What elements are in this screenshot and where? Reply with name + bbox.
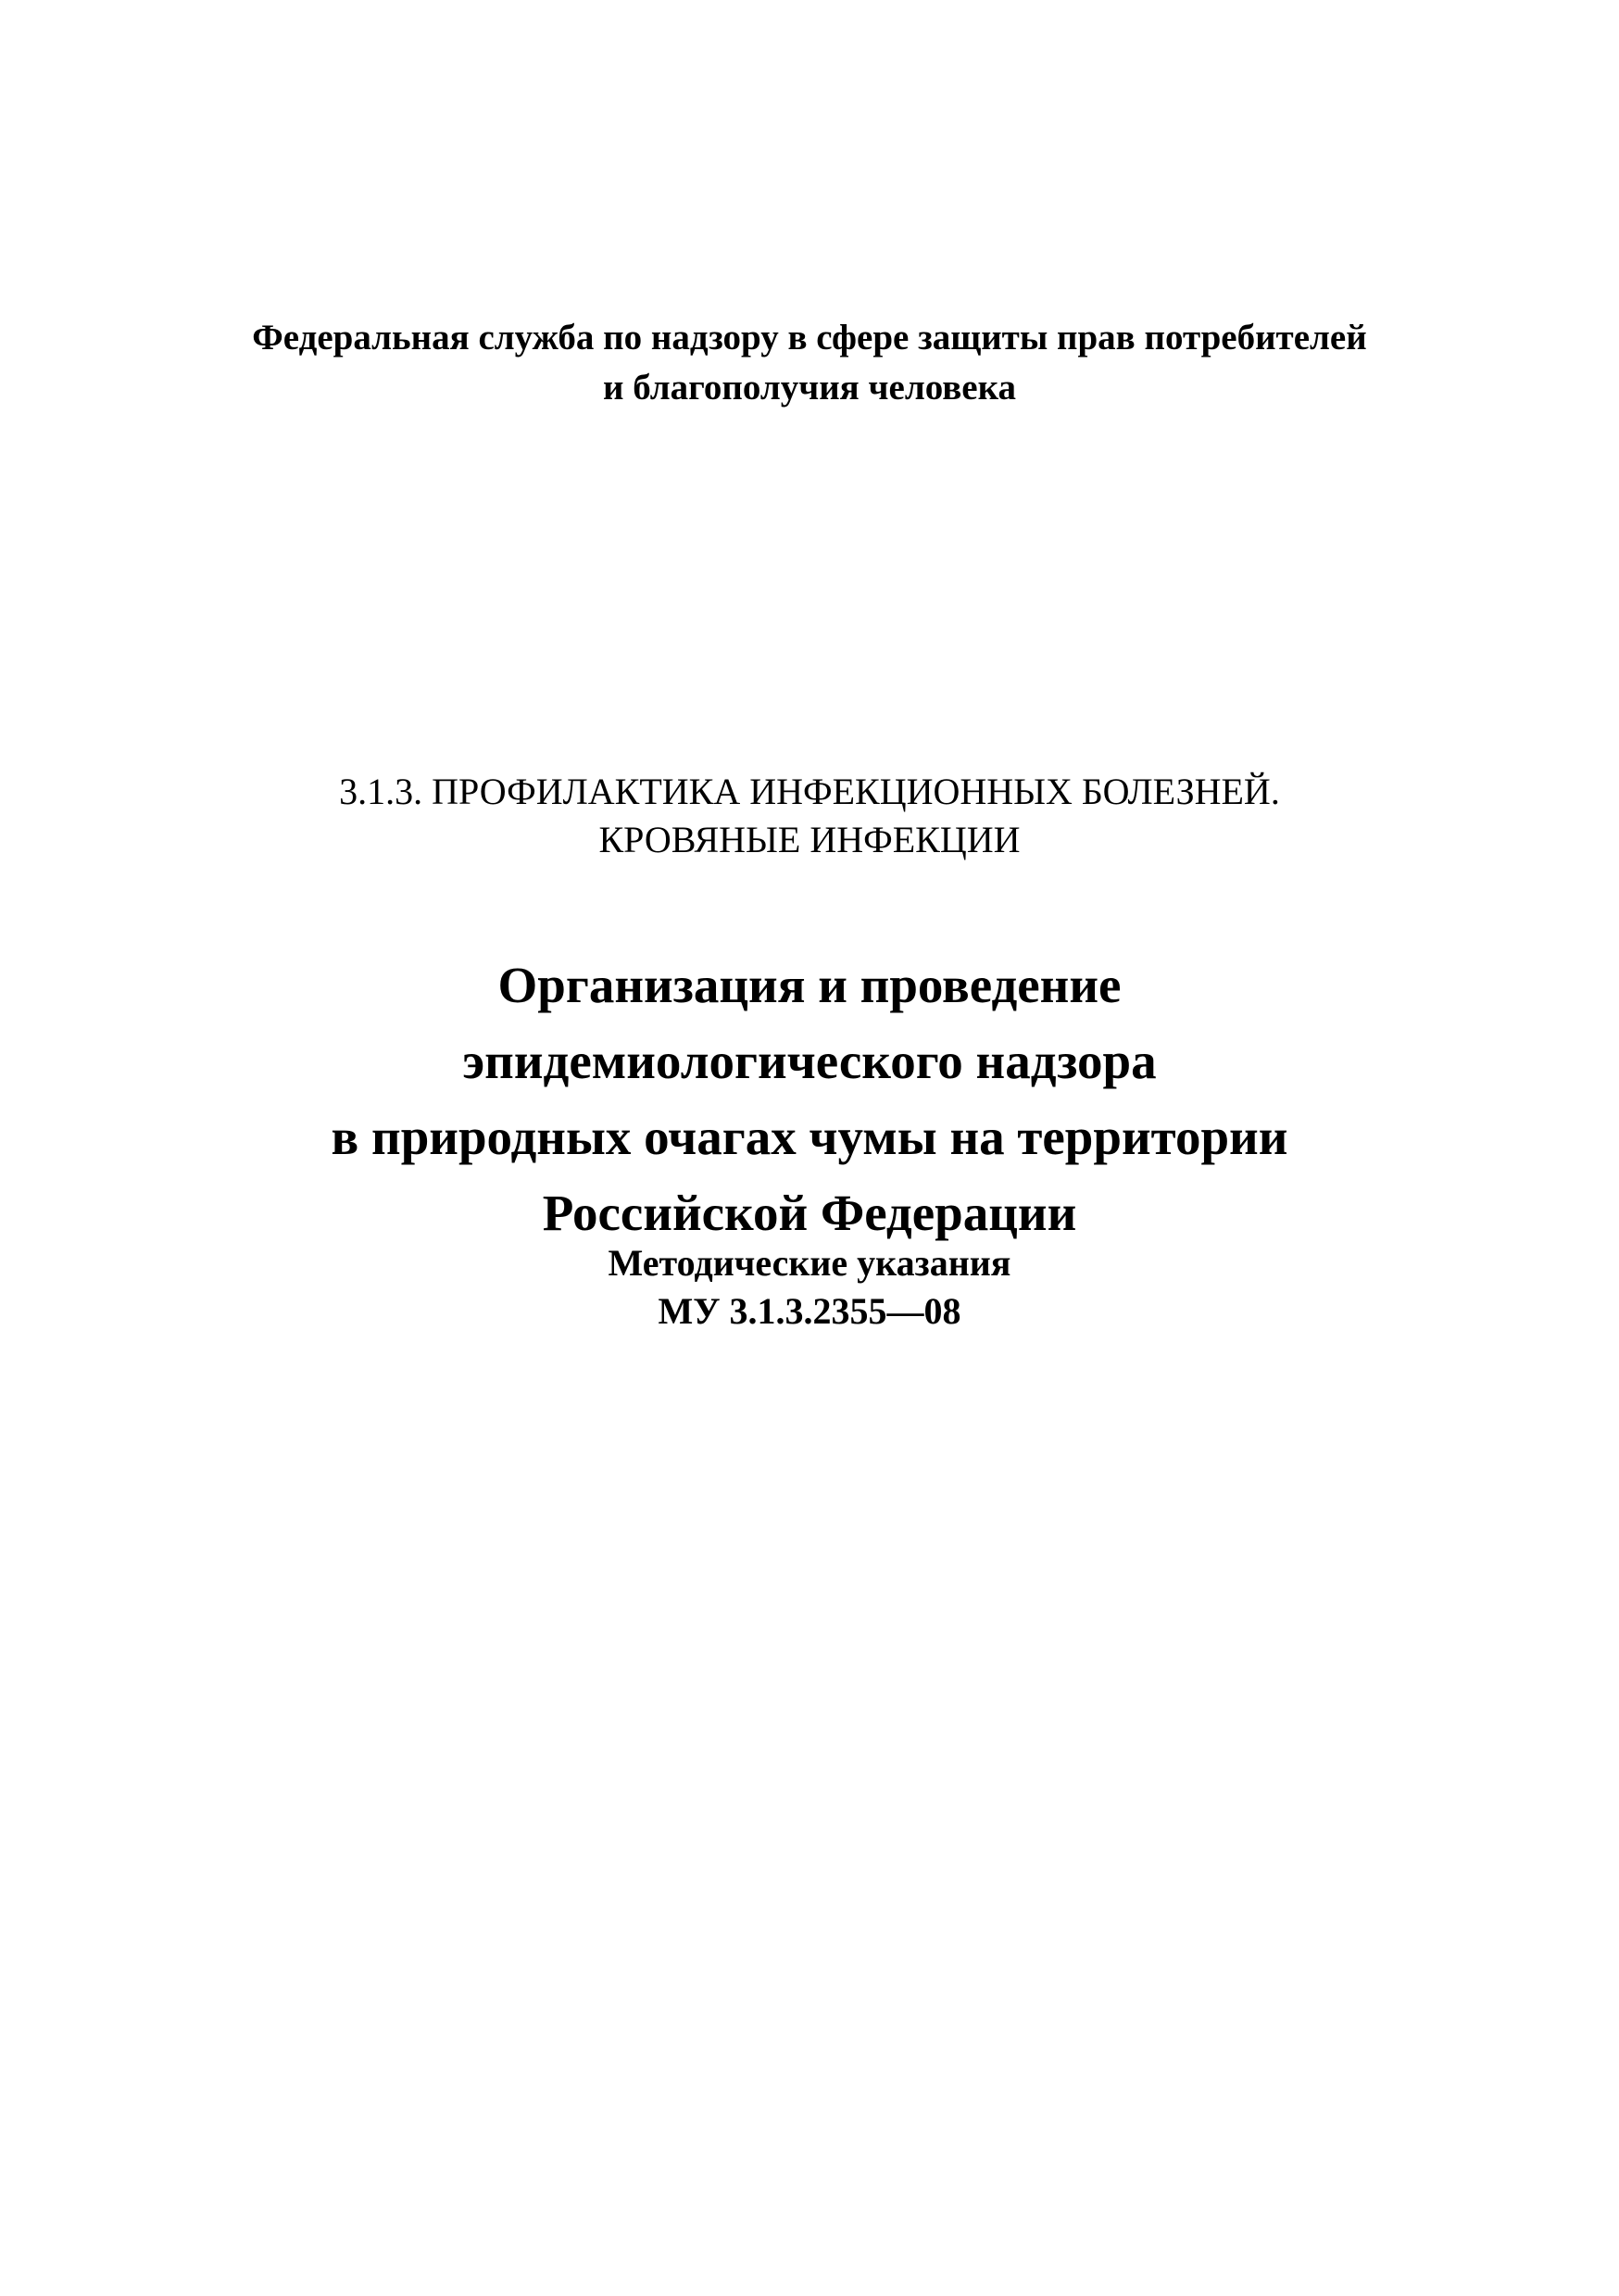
document-type-block bbox=[0, 1239, 1619, 1336]
agency-line-1: Федеральная служба по надзору в сфере защиты прав потребителей bbox=[252, 318, 1367, 358]
agency-line-2: и благополучия человека bbox=[603, 368, 1016, 408]
document-type: Методические указания bbox=[608, 1242, 1011, 1284]
agency-header bbox=[0, 313, 1619, 413]
category-heading bbox=[0, 768, 1619, 864]
document-code: МУ 3.1.3.2355—08 bbox=[658, 1290, 961, 1332]
title-line-2: эпидемиологического надзора bbox=[462, 1033, 1157, 1089]
category-line-2: КРОВЯНЫЕ ИНФЕКЦИИ bbox=[598, 819, 1021, 860]
title-line-4: Российской Федерации bbox=[542, 1185, 1077, 1241]
document-title bbox=[0, 947, 1619, 1251]
title-line-3: в природных очагах чумы на территории bbox=[331, 1109, 1288, 1165]
category-line-1: 3.1.3. ПРОФИЛАКТИКА ИНФЕКЦИОННЫХ БОЛЕЗНЕЙ. bbox=[339, 771, 1280, 812]
title-line-1: Организация и проведение bbox=[497, 957, 1122, 1013]
